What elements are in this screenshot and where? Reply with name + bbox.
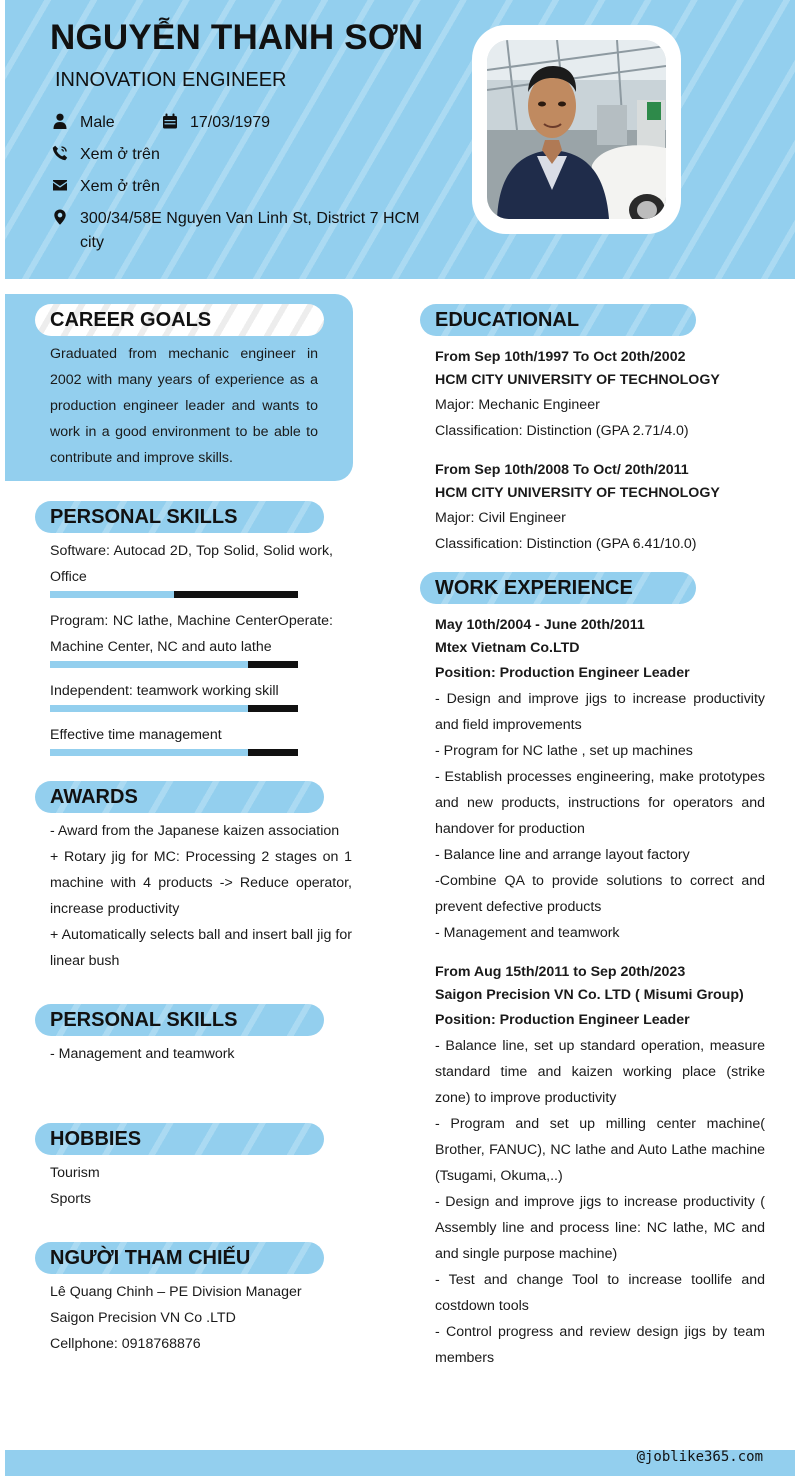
work-position: Position: Production Engineer Leader bbox=[435, 1012, 690, 1028]
education-heading: EDUCATIONAL bbox=[420, 304, 696, 336]
work-item: - Management and teamwork bbox=[435, 925, 620, 941]
education-classification: Classification: Distinction (GPA 6.41/10.0) bbox=[435, 536, 697, 552]
profile-photo bbox=[487, 40, 666, 219]
education-period: From Sep 10th/2008 To Oct/ 20th/2011 bbox=[435, 462, 689, 478]
work-item: - Balance line and arrange layout factory bbox=[435, 847, 690, 863]
birthday-value: 17/03/1979 bbox=[190, 114, 271, 131]
education-major: Major: Civil Engineer bbox=[435, 510, 566, 526]
calendar-icon bbox=[160, 111, 180, 131]
envelope-icon bbox=[50, 175, 70, 195]
education-major: Major: Mechanic Engineer bbox=[435, 397, 600, 413]
job-title: INNOVATION ENGINEER bbox=[55, 69, 287, 91]
gender-value: Male bbox=[80, 114, 115, 131]
skill-text: Software: Autocad 2D, Top Solid, Solid work, Office bbox=[50, 543, 333, 585]
work-period: From Aug 15th/2011 to Sep 20th/2023 bbox=[435, 964, 686, 980]
skill-bar-fill bbox=[50, 749, 248, 756]
education-school: HCM CITY UNIVERSITY OF TECHNOLOGY bbox=[435, 372, 720, 388]
work-item: - Control progress and review design jigs by team members bbox=[435, 1324, 765, 1366]
header-banner bbox=[5, 0, 795, 279]
person-icon bbox=[50, 111, 70, 131]
skill-bar-fill bbox=[50, 705, 248, 712]
work-period: May 10th/2004 - June 20th/2011 bbox=[435, 617, 645, 633]
work-item: - Design and improve jigs to increase productivity and field improvements bbox=[435, 691, 765, 733]
email-value: Xem ở trên bbox=[80, 178, 160, 195]
footer-link[interactable]: @joblike365.com bbox=[636, 1449, 763, 1465]
award-item: + Automatically selects ball and insert ball jig for linear bush bbox=[50, 927, 352, 969]
hobby-item: Tourism bbox=[50, 1165, 100, 1181]
personal-skills-2-text: - Management and teamwork bbox=[50, 1046, 235, 1062]
email-row bbox=[50, 175, 160, 199]
award-item: - Award from the Japanese kaizen association bbox=[50, 823, 340, 839]
skill-bar bbox=[50, 749, 298, 756]
work-item: - Program for NC lathe , set up machines bbox=[435, 743, 693, 759]
work-company: Saigon Precision VN Co. LTD ( Misumi Group) bbox=[435, 987, 744, 1003]
work-position: Position: Production Engineer Leader bbox=[435, 665, 690, 681]
candidate-name: NGUYỄN THANH SƠN bbox=[50, 18, 424, 57]
work-item: - Balance line, set up standard operation, measure standard time and kaizen working place (strike zone) to improve productivity bbox=[435, 1038, 765, 1106]
skill-bar-fill bbox=[50, 591, 174, 598]
work-item: - Program and set up milling center machine( Brother, FANUC), NC lathe and Auto Lathe machine (Tsugami, Okuma,..) bbox=[435, 1116, 765, 1184]
hobbies-heading: HOBBIES bbox=[35, 1123, 324, 1155]
skill-bar-fill bbox=[50, 661, 248, 668]
map-pin-icon bbox=[50, 207, 70, 227]
career-goals-heading: CAREER GOALS bbox=[35, 304, 324, 336]
birthday-row bbox=[160, 111, 270, 135]
references-heading: NGƯỜI THAM CHIẾU bbox=[35, 1242, 324, 1274]
work-company: Mtex Vietnam Co.LTD bbox=[435, 640, 580, 656]
work-item: - Test and change Tool to increase toollife and costdown tools bbox=[435, 1272, 765, 1314]
work-item: -Combine QA to provide solutions to correct and prevent defective products bbox=[435, 873, 765, 915]
skill-bar bbox=[50, 661, 298, 668]
education-period: From Sep 10th/1997 To Oct 20th/2002 bbox=[435, 349, 686, 365]
address-value: 300/34/58E Nguyen Van Linh St, District 7 HCM city bbox=[80, 210, 420, 251]
work-heading: WORK EXPERIENCE bbox=[420, 572, 696, 604]
work-item: - Establish processes engineering, make prototypes and new products, instructions for operators and handover for production bbox=[435, 769, 765, 837]
skill-bar bbox=[50, 591, 298, 598]
photo-frame bbox=[472, 25, 681, 234]
award-item: + Rotary jig for MC: Processing 2 stages on 1 machine with 4 products -> Reduce operator, increase productivity bbox=[50, 849, 352, 917]
phone-icon bbox=[50, 143, 70, 163]
footer-bar bbox=[5, 1450, 795, 1476]
hobby-item: Sports bbox=[50, 1191, 92, 1207]
reference-line: Saigon Precision VN Co .LTD bbox=[50, 1310, 236, 1326]
address-row bbox=[50, 207, 420, 255]
phone-value: Xem ở trên bbox=[80, 146, 160, 163]
education-classification: Classification: Distinction (GPA 2.71/4.0) bbox=[435, 423, 689, 439]
skill-text: Independent: teamwork working skill bbox=[50, 683, 279, 699]
personal-skills-heading: PERSONAL SKILLS bbox=[35, 501, 324, 533]
skill-text: Effective time management bbox=[50, 727, 222, 743]
career-goals-text: Graduated from mechanic engineer in 2002 with many years of experience as a production engineer leader and wants to work in a good environment to be able to contribute and improve skills. bbox=[50, 346, 318, 466]
awards-heading: AWARDS bbox=[35, 781, 324, 813]
reference-line: Cellphone: 0918768876 bbox=[50, 1336, 201, 1352]
phone-row bbox=[50, 143, 160, 167]
gender-row bbox=[50, 111, 115, 135]
education-school: HCM CITY UNIVERSITY OF TECHNOLOGY bbox=[435, 485, 720, 501]
personal-skills-2-heading: PERSONAL SKILLS bbox=[35, 1004, 324, 1036]
skill-bar bbox=[50, 705, 298, 712]
work-item: - Design and improve jigs to increase productivity ( Assembly line and process line: NC lathe, MC and and single purpose machine) bbox=[435, 1194, 765, 1262]
reference-line: Lê Quang Chinh – PE Division Manager bbox=[50, 1284, 302, 1300]
skill-text: Program: NC lathe, Machine CenterOperate: Machine Center, NC and auto lathe bbox=[50, 613, 333, 655]
